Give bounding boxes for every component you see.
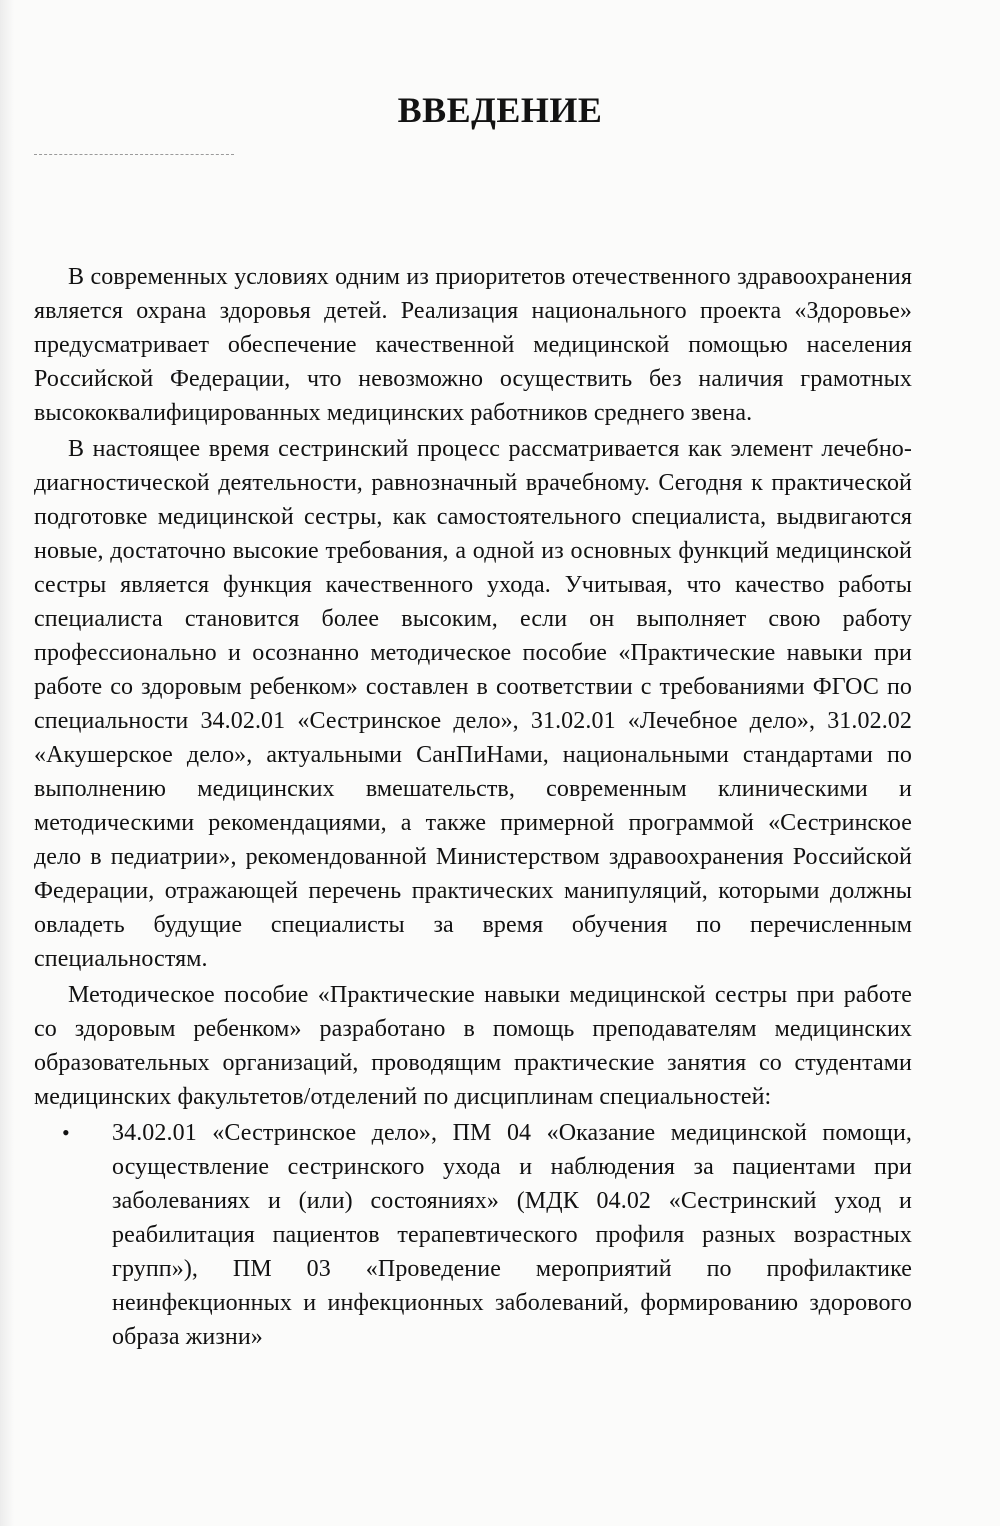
page-title: ВВЕДЕНИЕ — [397, 90, 603, 130]
paragraph-2: В настоящее время сестринский процесс рассматривается как элемент лечебно-диагностической деятельности, равнозначный врачебному. Сегодня к практической подготовке медицинской сестры, как самостоятельного специалиста, выдвигаются новые, достаточно высокие требования, а одной из основных функций медицинской сестры является функция качественного ухода. Учитывая, что качество работы специалиста становится более высоким, если он выполняет свою работу профессионально и осознанно методическое пособие «Практические навыки при работе со здоровым ребенком» составлен в соответствии с требованиями ФГОС по специальности 34.02.01 «Сестринское дело», 31.02.01 «Лечебное дело», 31.02.02 «Акушерское дело», актуальными СанПиНами, национальными стандартами по выполнению медицинских вмешательств, современным клиническими и методическими рекомендациями, а также примерной программой «Сестринское дело в педиатрии», рекомендованной Министерством здравоохранения Российской Федерации, отражающей перечень практических манипуляций, которыми должны овладеть будущие специалисты за время обучения по перечисленным специальностям. — [34, 436, 912, 972]
page-edge-shadow — [0, 0, 14, 1526]
bullet-text: 34.02.01 «Сестринское дело», ПМ 04 «Оказание медицинской помощи, осуществление сестринского ухода и наблюдения за пациентами при заболеваниях и (или) состояниях» (МДК 04.02 «Сестринский уход и реабилитация пациентов терапевтического профиля разных возрастных групп»), ПМ 03 «Проведение мероприятий по профилактике неинфекционных и инфекционных заболеваний, формированию здорового образа жизни» — [112, 1120, 912, 1350]
paragraph-3: Методическое пособие «Практические навыки медицинской сестры при работе со здоровым ребенком» разработано в помощь преподавателям медицинских образовательных организаций, проводящим практические занятия со студентами медицинских факультетов/отделений по дисциплинам специальностей: — [34, 982, 912, 1110]
scan-artifact-line — [34, 154, 234, 155]
bullet-icon: • — [62, 1120, 70, 1145]
bullet-list — [34, 1116, 912, 1354]
list-item — [34, 1116, 912, 1354]
paragraph-1: В современных условиях одним из приоритетов отечественного здравоохранения является охрана здоровья детей. Реализация национального проекта «Здоровье» предусматривает обеспечение качественной медицинской помощью населения Российской Федерации, что невозможно осуществить без наличия грамотных высококвалифицированных медицинских работников среднего звена. — [34, 264, 912, 426]
document-body — [34, 260, 912, 1354]
